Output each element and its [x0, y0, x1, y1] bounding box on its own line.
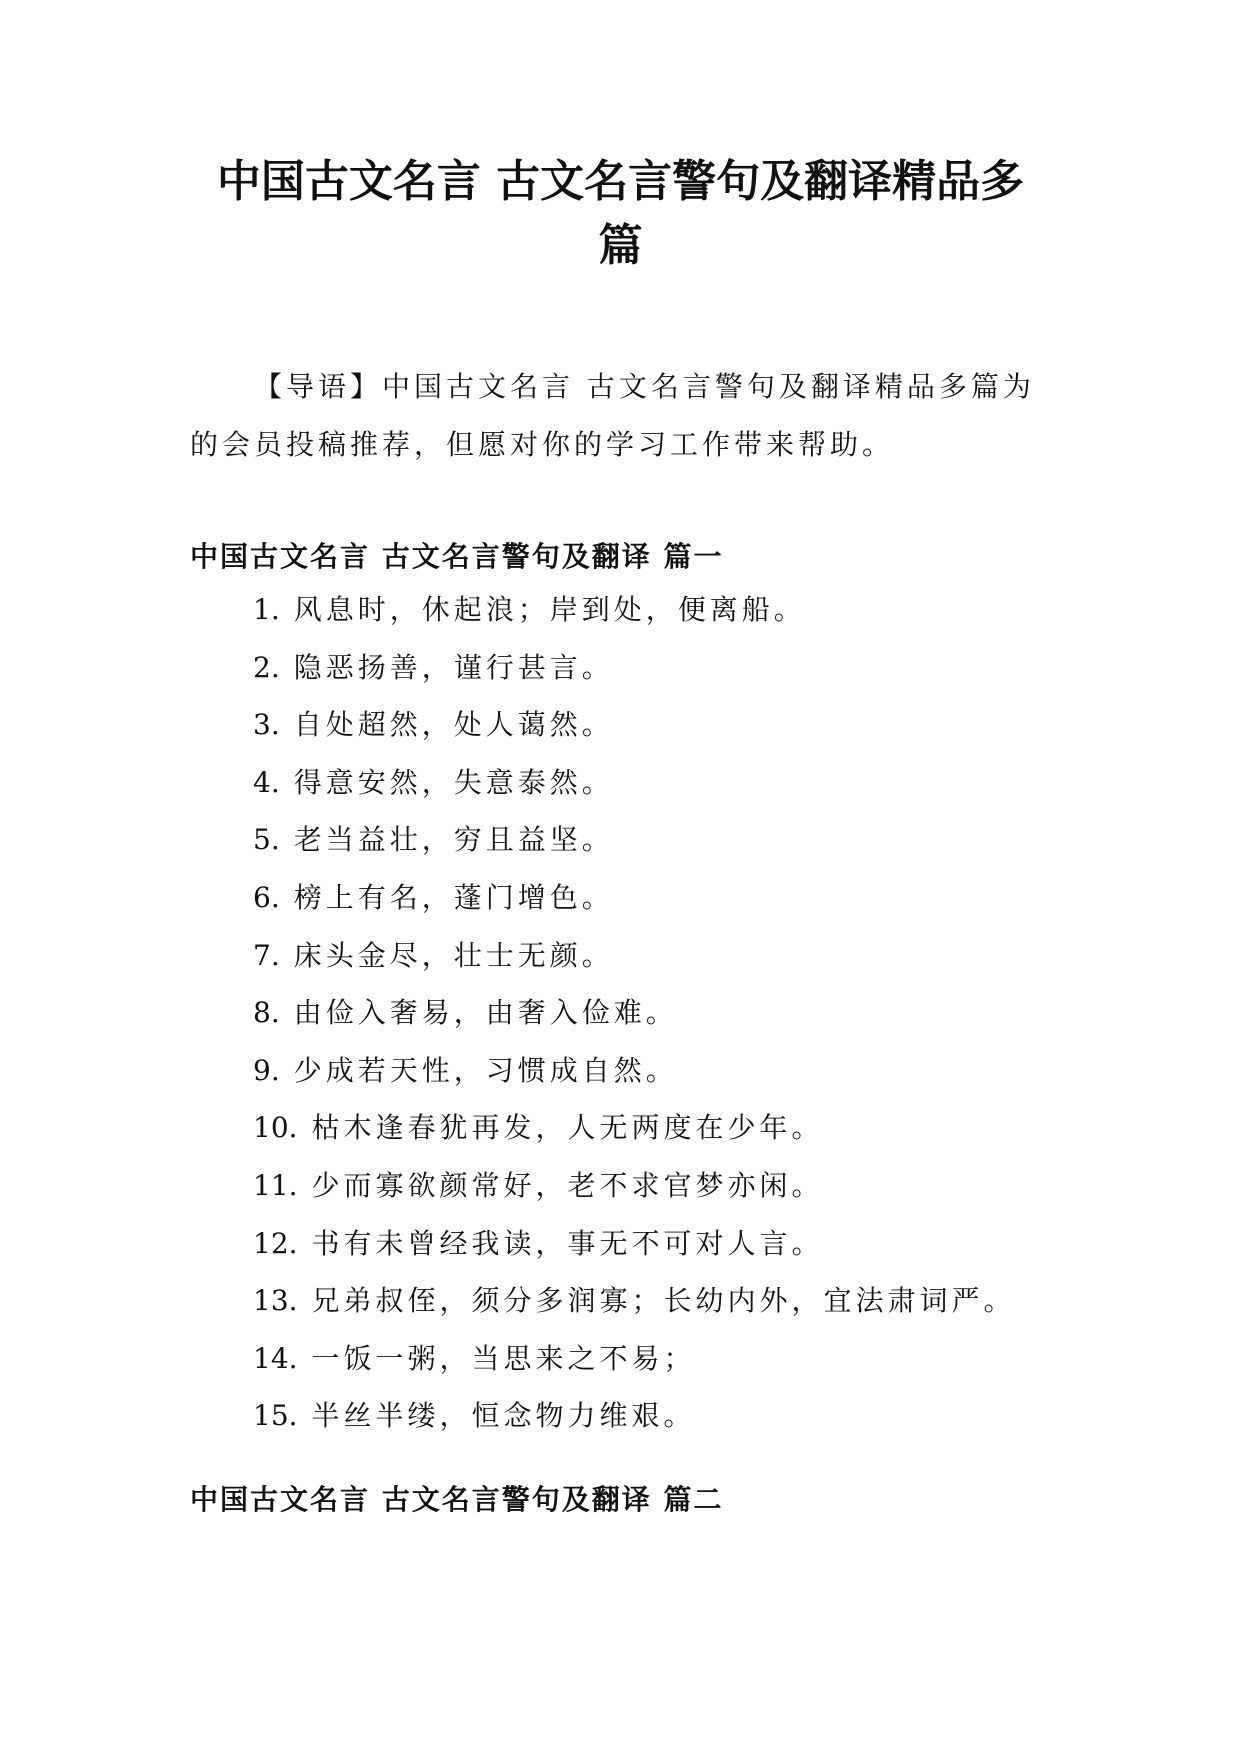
quote-item	[253, 705, 1113, 763]
quote-item	[253, 820, 1113, 878]
quote-text: 床头金尽，壮士无颜。	[293, 938, 614, 972]
quote-number: 15.	[253, 1399, 298, 1433]
quote-number: 9.	[253, 1053, 280, 1087]
quote-item	[253, 590, 1113, 648]
quote-item	[253, 1166, 1113, 1224]
quote-number: 12.	[253, 1226, 298, 1260]
quote-item	[253, 1224, 1113, 1282]
quote-item	[253, 1108, 1113, 1166]
quote-number: 10.	[253, 1111, 298, 1145]
quote-text: 由俭入奢易，由奢入俭难。	[293, 996, 678, 1030]
quote-text: 兄弟叔侄，须分多润寡；长幼内外，宜法肃词严。	[311, 1284, 1016, 1318]
quote-text: 少而寡欲颜常好，老不求官梦亦闲。	[311, 1168, 824, 1202]
quote-number: 3.	[253, 708, 280, 742]
quote-text: 书有未曾经我读，事无不可对人言。	[311, 1226, 824, 1260]
quote-text: 风息时，休起浪；岸到处，便离船。	[293, 593, 806, 626]
title-line-2: 篇	[598, 220, 643, 271]
title-line-1: 中国古文名言 古文名言警句及翻译精品多	[216, 156, 1025, 207]
quote-list	[253, 590, 1113, 1454]
section-heading-1: 中国古文名言 古文名言警句及翻译 篇一	[190, 540, 724, 573]
quote-text: 枯木逢春犹再发，人无两度在少年。	[311, 1111, 824, 1145]
quote-text: 一饭一粥，当思来之不易；	[311, 1341, 696, 1375]
quote-number: 6.	[253, 880, 280, 914]
quote-item	[253, 936, 1113, 994]
quote-number: 13.	[253, 1284, 298, 1318]
section-heading-2: 中国古文名言 古文名言警句及翻译 篇二	[190, 1483, 724, 1516]
intro-paragraph: 【导语】中国古文名言 古文名言警句及翻译精品多篇为的会员投稿推荐，但愿对你的学习工作带来帮助。	[190, 370, 1035, 461]
quote-number: 11.	[253, 1168, 298, 1202]
quote-item	[253, 1339, 1113, 1397]
quote-text: 隐恶扬善，谨行甚言。	[293, 650, 614, 684]
quote-item	[253, 878, 1113, 936]
quote-number: 8.	[253, 996, 280, 1030]
quote-number: 7.	[253, 938, 280, 972]
quote-number: 1.	[253, 593, 280, 626]
quote-item	[253, 648, 1113, 706]
quote-number: 14.	[253, 1341, 298, 1375]
quote-item	[253, 993, 1113, 1051]
quote-item	[253, 1051, 1113, 1109]
quote-text: 榜上有名，蓬门增色。	[293, 880, 614, 914]
quote-item	[253, 763, 1113, 821]
quote-text: 少成若天性，习惯成自然。	[293, 1053, 678, 1087]
quote-text: 自处超然，处人蔼然。	[293, 708, 614, 742]
quote-item	[253, 1396, 1113, 1454]
quote-text: 老当益壮，穷且益坚。	[293, 823, 614, 857]
document-title	[150, 150, 1091, 278]
quote-number: 5.	[253, 823, 280, 857]
quote-number: 4.	[253, 765, 280, 799]
quote-item	[253, 1281, 1113, 1339]
quote-text: 得意安然，失意泰然。	[293, 765, 614, 799]
quote-text: 半丝半缕，恒念物力维艰。	[311, 1399, 696, 1433]
quote-number: 2.	[253, 650, 280, 684]
